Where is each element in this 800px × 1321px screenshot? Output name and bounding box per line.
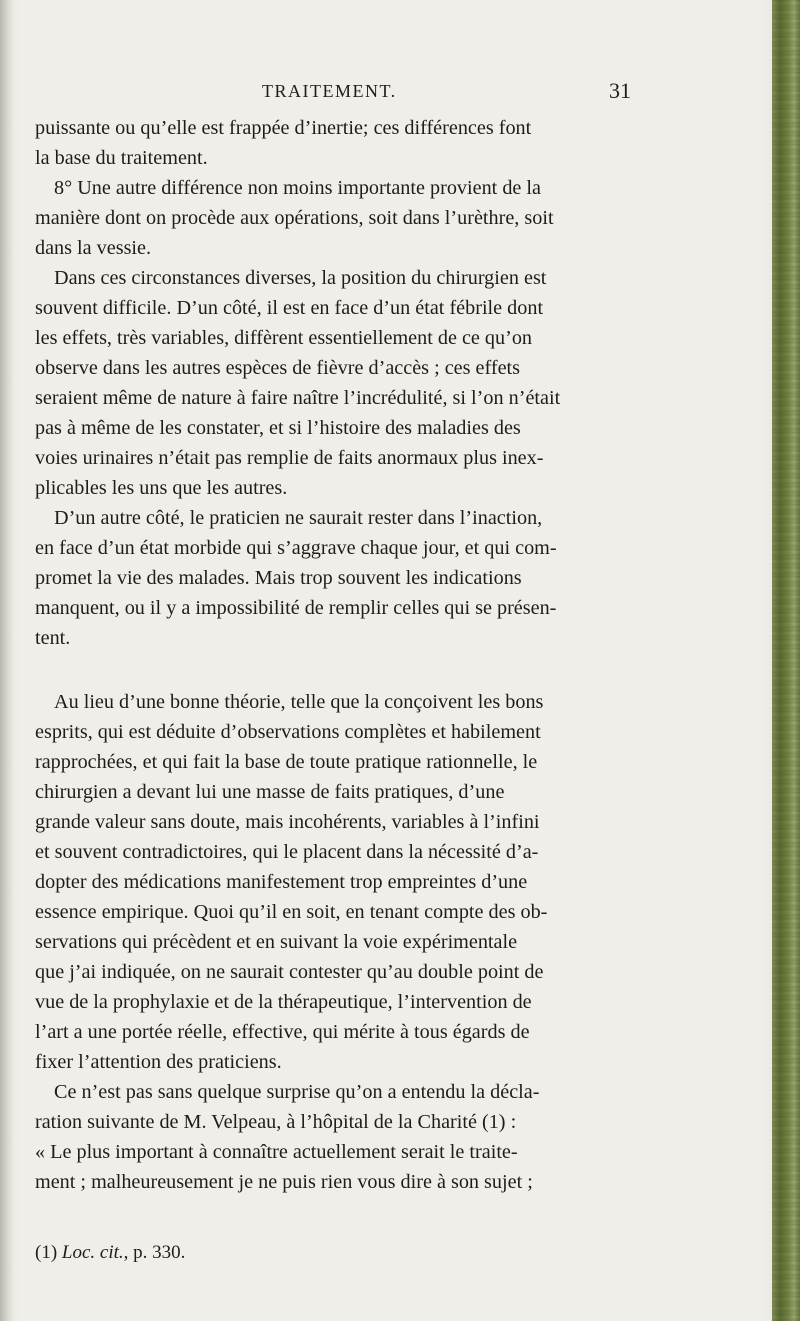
text-line: dans la vessie. [35, 237, 152, 259]
page-number: 31 [609, 78, 631, 103]
text-line: et souvent contradictoires, qui le placent dans la nécessité d’a- [35, 841, 539, 863]
text-line: vue de la prophylaxie et de la thérapeutique, l’intervention de [35, 991, 532, 1013]
text-line: les effets, très variables, diffèrent essentiellement de ce qu’on [35, 327, 533, 349]
text-line: fixer l’attention des praticiens. [35, 1051, 282, 1073]
text-line: D’un autre côté, le praticien ne saurait rester dans l’inaction, [54, 507, 543, 529]
text-line: que j’ai indiquée, on ne saurait contester qu’au double point de [35, 961, 544, 983]
text-line: grande valeur sans doute, mais incohérents, variables à l’infini [35, 811, 540, 833]
body-text [35, 113, 755, 1197]
text-line: Ce n’est pas sans quelque surprise qu’on a entendu la décla- [54, 1081, 540, 1103]
text-line: seraient même de nature à faire naître l’incrédulité, si l’on n’était [35, 387, 561, 409]
text-line: puissante ou qu’elle est frappée d’inertie; ces différences font [35, 117, 532, 139]
text-line: promet la vie des malades. Mais trop souvent les indications [35, 567, 522, 589]
footnote-page-ref: , p. 330. [123, 1242, 186, 1263]
paragraph [35, 687, 755, 1077]
text-line: en face d’un état morbide qui s’aggrave chaque jour, et qui com- [35, 537, 557, 559]
text-line: tent. [35, 627, 71, 649]
text-line: manquent, ou il y a impossibilité de remplir celles qui se présen- [35, 597, 557, 619]
text-line: esprits, qui est déduite d’observations complètes et habilement [35, 721, 541, 743]
text-line: ration suivante de M. Velpeau, à l’hôpital de la Charité (1) : [35, 1111, 517, 1133]
text-line: Dans ces circonstances diverses, la position du chirurgien est [54, 267, 547, 289]
text-line: 8° Une autre différence non moins importante provient de la [54, 177, 541, 199]
footnote-citation: Loc. cit. [61, 1242, 124, 1263]
text-line: souvent difficile. D’un côté, il est en face d’un état fébrile dont [35, 297, 544, 319]
footnote-marker: (1) [35, 1242, 58, 1263]
page-header [0, 78, 800, 108]
text-line: plicables les uns que les autres. [35, 477, 288, 499]
running-title: TRAITEMENT. [262, 81, 397, 101]
text-line: servations qui précèdent et en suivant la voie expérimentale [35, 931, 518, 953]
text-line: ment ; malheureusement je ne puis rien vous dire à son sujet ; [35, 1171, 533, 1193]
footnote [35, 1241, 185, 1265]
text-line: voies urinaires n’était pas remplie de faits anormaux plus inex- [35, 447, 544, 469]
text-line: pas à même de les constater, et si l’histoire des maladies des [35, 417, 521, 439]
book-spine-edge [772, 0, 800, 1321]
paragraph [35, 1077, 755, 1197]
text-line: manière dont on procède aux opérations, soit dans l’urèthre, soit [35, 207, 554, 229]
text-line: essence empirique. Quoi qu’il en soit, en tenant compte des ob- [35, 901, 548, 923]
text-line: observe dans les autres espèces de fièvre d’accès ; ces effets [35, 357, 521, 379]
paragraph [35, 173, 755, 263]
text-line: rapprochées, et qui fait la base de toute pratique rationnelle, le [35, 751, 538, 773]
text-line: chirurgien a devant lui une masse de faits pratiques, d’une [35, 781, 505, 803]
text-line: la base du traitement. [35, 147, 208, 169]
text-line: l’art a une portée réelle, effective, qui mérite à tous égards de [35, 1021, 530, 1043]
paragraph [35, 263, 755, 503]
text-line: Au lieu d’une bonne théorie, telle que la conçoivent les bons [54, 691, 544, 713]
paragraph [35, 113, 755, 173]
page-gutter-shadow [0, 0, 14, 1321]
text-line: dopter des médications manifestement trop empreintes d’une [35, 871, 528, 893]
text-line: « Le plus important à connaître actuellement serait le traite- [35, 1141, 518, 1163]
paragraph [35, 503, 755, 653]
